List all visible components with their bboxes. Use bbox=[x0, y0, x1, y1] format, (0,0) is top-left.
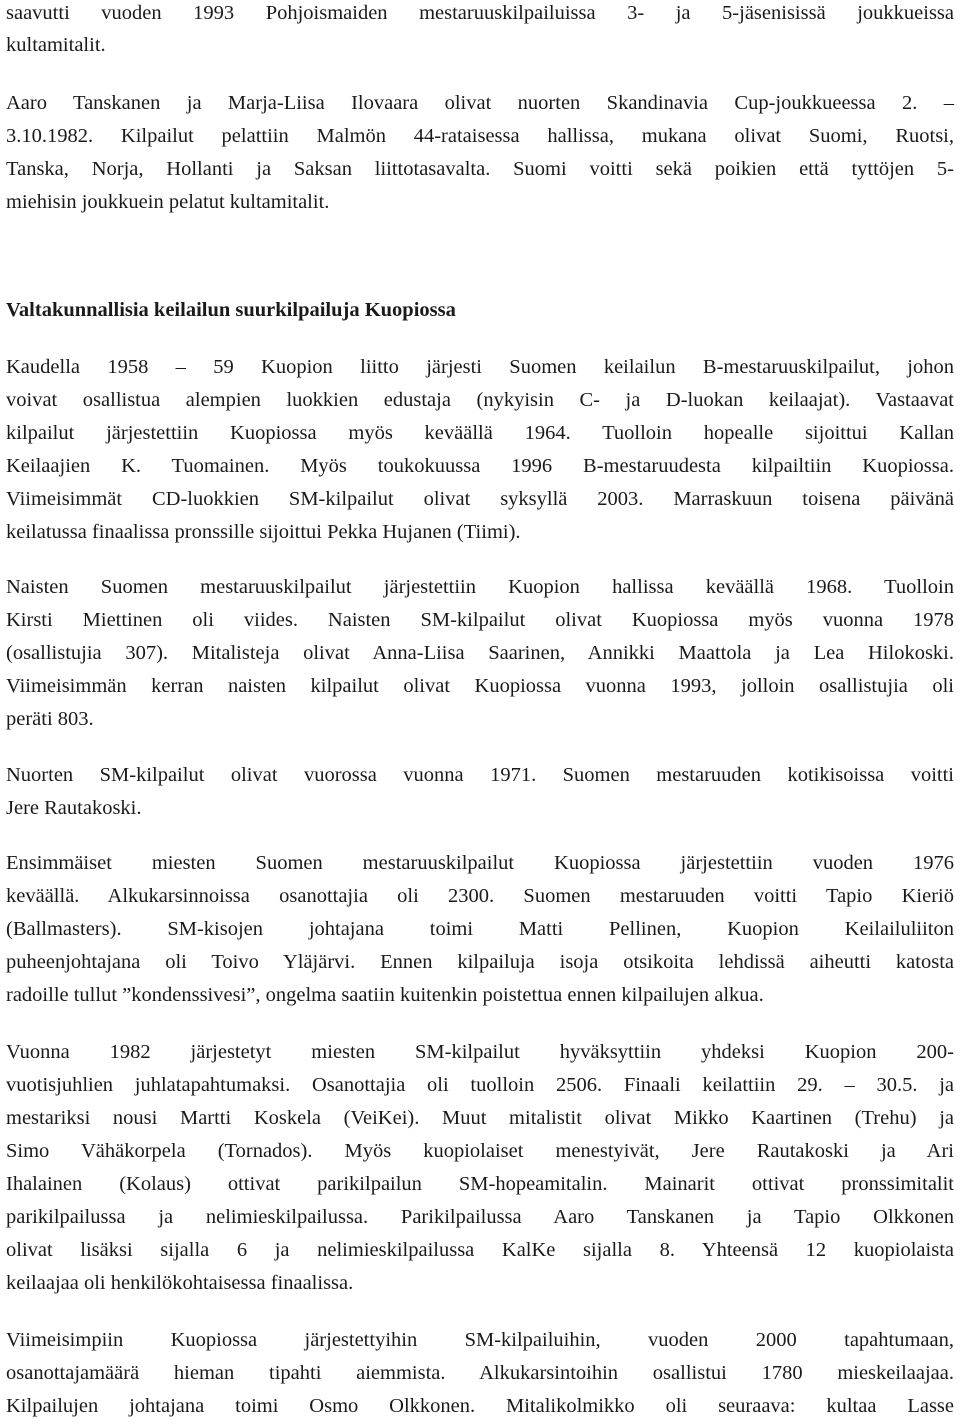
intro-line: Tanska, Norja, Hollanti ja Saksan liittotasavalta. Suomi voitti sekä poikien että tyttöjen 5- bbox=[6, 158, 954, 180]
paragraph-line: keväällä. Alkukarsinnoissa osanottajia oli 2300. Suomen mestaruuden voitti Tapio Kieriö bbox=[6, 885, 954, 907]
intro-line: 3.10.1982. Kilpailut pelattiin Malmön 44-rataisessa hallissa, mukana olivat Suomi, Ruotsi, bbox=[6, 125, 954, 147]
paragraph-line: Simo Vähäkorpela (Tornados). Myös kuopiolaiset menestyivät, Jere Rautakoski ja Ari bbox=[6, 1140, 954, 1162]
paragraph-line: mestariksi nousi Martti Koskela (VeiKei). Muut mitalistit olivat Mikko Kaartinen (Trehu) ja bbox=[6, 1107, 954, 1129]
intro-line: Aaro Tanskanen ja Marja-Liisa Ilovaara olivat nuorten Skandinavia Cup-joukkueessa 2. – bbox=[6, 92, 954, 114]
paragraph-line: parikilpailussa ja nelimieskilpailussa. Parikilpailussa Aaro Tanskanen ja Tapio Olkkonen bbox=[6, 1206, 954, 1228]
paragraph-line: Nuorten SM-kilpailut olivat vuorossa vuonna 1971. Suomen mestaruuden kotikisoissa voitti bbox=[6, 764, 954, 786]
paragraph-line: puheenjohtajana oli Toivo Yläjärvi. Ennen kilpailuja isoja otsikoita lehdissä aiheutti katosta bbox=[6, 951, 954, 973]
paragraph-line: Viimeisimpiin Kuopiossa järjestettyihin SM-kilpailuihin, vuoden 2000 tapahtumaan, bbox=[6, 1329, 954, 1351]
section-heading: Valtakunnallisia keilailun suurkilpailuja Kuopiossa bbox=[6, 299, 456, 321]
intro-line: kultamitalit. bbox=[6, 34, 106, 56]
paragraph-line: olivat lisäksi sijalla 6 ja nelimieskilpailussa KalKe sijalla 8. Yhteensä 12 kuopiolaista bbox=[6, 1239, 954, 1261]
paragraph-line: peräti 803. bbox=[6, 708, 94, 730]
intro-line: saavutti vuoden 1993 Pohjoismaiden mestaruuskilpailuissa 3- ja 5-jäsenisissä joukkueissa bbox=[6, 2, 954, 24]
paragraph-line: Viimeisimmän kerran naisten kilpailut olivat Kuopiossa vuonna 1993, jolloin osallistujia oli bbox=[6, 675, 954, 697]
paragraph-line: Naisten Suomen mestaruuskilpailut järjestettiin Kuopion hallissa keväällä 1968. Tuolloin bbox=[6, 576, 954, 598]
paragraph-line: vuotisjuhlien juhlatapahtumaksi. Osanottajia oli tuolloin 2506. Finaali keilattiin 29. – 30.5. ja bbox=[6, 1074, 954, 1096]
intro-line: miehisin joukkuein pelatut kultamitalit. bbox=[6, 191, 330, 213]
paragraph-line: Vuonna 1982 järjestetyt miesten SM-kilpailut hyväksyttiin yhdeksi Kuopion 200- bbox=[6, 1041, 954, 1063]
paragraph-line: Kaudella 1958 – 59 Kuopion liitto järjesti Suomen keilailun B-mestaruuskilpailut, johon bbox=[6, 356, 954, 378]
paragraph-line: keilaajaa oli henkilökohtaisessa finaalissa. bbox=[6, 1272, 354, 1294]
paragraph-line: kilpailut järjestettiin Kuopiossa myös keväällä 1964. Tuolloin hopealle sijoittui Kallan bbox=[6, 422, 954, 444]
paragraph-line: Keilaajien K. Tuomainen. Myös toukokuussa 1996 B-mestaruudesta kilpailtiin Kuopiossa. bbox=[6, 455, 954, 477]
paragraph-line: Viimeisimmät CD-luokkien SM-kilpailut olivat syksyllä 2003. Marraskuun toisena päivänä bbox=[6, 488, 954, 510]
paragraph-line: osanottajamäärä hieman tipahti aiemmista. Alkukarsintoihin osallistui 1780 mieskeilaajaa. bbox=[6, 1362, 954, 1384]
paragraph-line: radoille tullut ”kondenssivesi”, ongelma saatiin kuitenkin poistettua ennen kilpailujen alkua. bbox=[6, 984, 764, 1006]
paragraph-line: (osallistujia 307). Mitalisteja olivat Anna-Liisa Saarinen, Annikki Maattola ja Lea Hilokoski. bbox=[6, 642, 954, 664]
paragraph-line: Jere Rautakoski. bbox=[6, 797, 142, 819]
paragraph-line: Kirsti Miettinen oli viides. Naisten SM-kilpailut olivat Kuopiossa myös vuonna 1978 bbox=[6, 609, 954, 631]
paragraph-line: (Ballmasters). SM-kisojen johtajana toimi Matti Pellinen, Kuopion Keilailuliiton bbox=[6, 918, 954, 940]
paragraph-line: voivat osallistua alempien luokkien edustaja (nykyisin C- ja D-luokan keilaajat). Vastaavat bbox=[6, 389, 954, 411]
paragraph-line: Ensimmäiset miesten Suomen mestaruuskilpailut Kuopiossa järjestettiin vuoden 1976 bbox=[6, 852, 954, 874]
paragraph-line: Ihalainen (Kolaus) ottivat parikilpailun SM-hopeamitalin. Mainarit ottivat pronssimitalit bbox=[6, 1173, 954, 1195]
paragraph-line: keilatussa finaalissa pronssille sijoittui Pekka Hujanen (Tiimi). bbox=[6, 521, 521, 543]
paragraph-line: Kilpailujen johtajana toimi Osmo Olkkonen. Mitalikolmikko oli seuraava: kultaa Lasse bbox=[6, 1395, 954, 1417]
